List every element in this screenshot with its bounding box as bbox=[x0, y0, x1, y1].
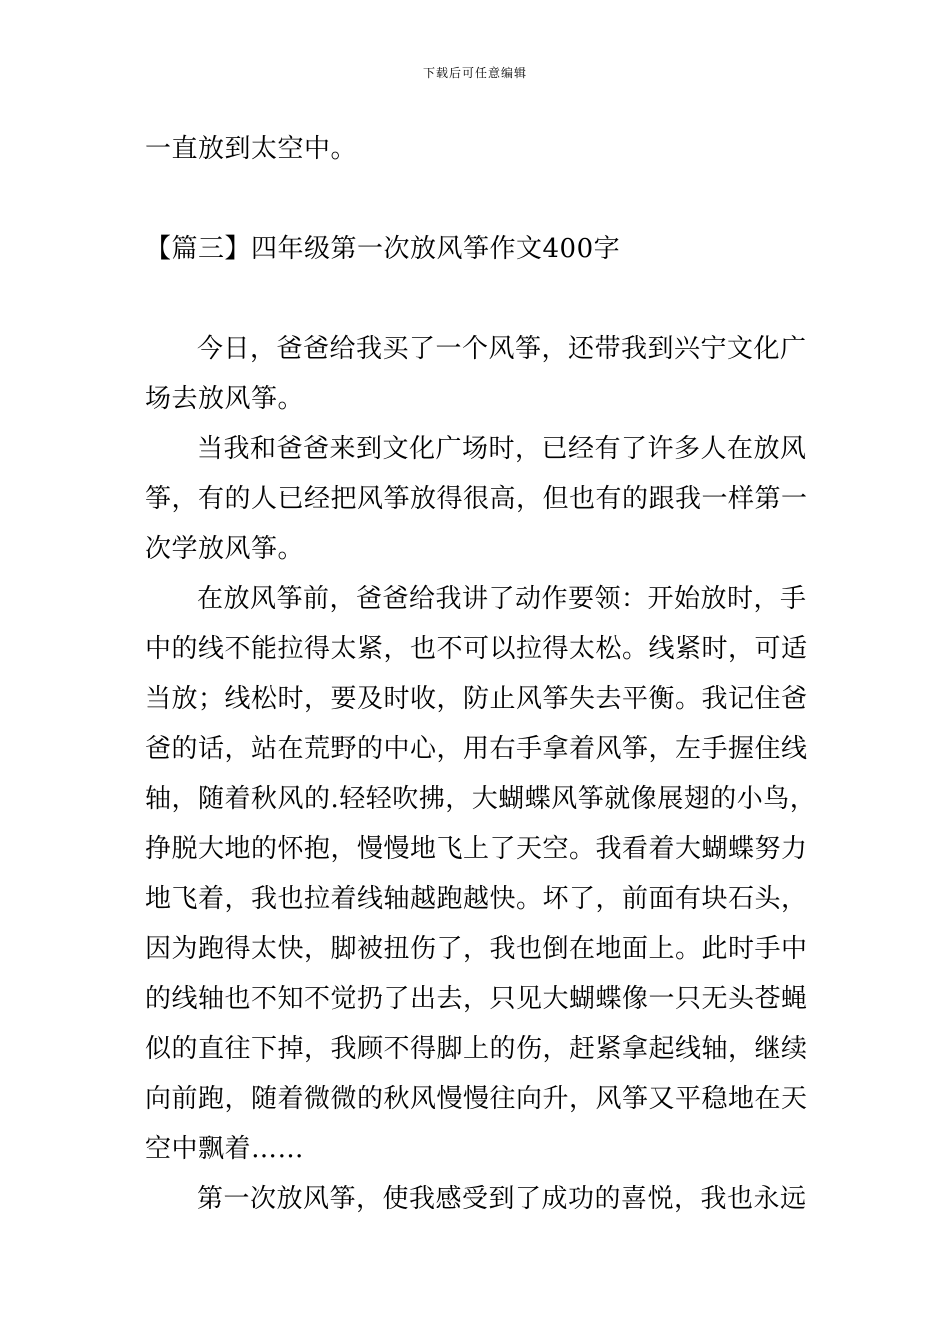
paragraph bbox=[145, 1174, 809, 1224]
paragraph-line: 在放风筝前，爸爸给我讲了动作要领：开始放时，手 bbox=[197, 584, 807, 614]
paragraph bbox=[145, 324, 809, 424]
document-body bbox=[145, 124, 817, 1224]
paragraph-line: 爸的话，站在荒野的中心，用右手拿着风筝，左手握住线 bbox=[145, 734, 808, 764]
paragraph-line: 第一次放风筝，使我感受到了成功的喜悦，我也永远 bbox=[197, 1184, 807, 1214]
paragraph-line: 今日，爸爸给我买了一个风筝，还带我到兴宁文化广 bbox=[197, 334, 807, 364]
paragraph-line: 的线轴也不知不觉扔了出去，只见大蝴蝶像一只无头苍蝇 bbox=[145, 984, 808, 1014]
page-header: 下载后可任意编辑 bbox=[422, 66, 527, 80]
paragraph bbox=[145, 424, 809, 574]
paragraph-line: 地飞着，我也拉着线轴越跑越快。坏了，前面有块石头， bbox=[145, 884, 808, 914]
paragraph-line: 当放；线松时，要及时收，防止风筝失去平衡。我记住爸 bbox=[145, 684, 808, 714]
paragraph-line: 挣脱大地的怀抱，慢慢地飞上了天空。我看着大蝴蝶努力 bbox=[145, 834, 808, 864]
paragraph-line: 向前跑，随着微微的秋风慢慢往向升，风筝又平稳地在天 bbox=[145, 1084, 808, 1114]
paragraph-line: 场去放风筝。 bbox=[145, 384, 305, 414]
paragraph-line: 筝，有的人已经把风筝放得很高，但也有的跟我一样第一 bbox=[145, 484, 808, 514]
paragraph bbox=[145, 574, 817, 1174]
paragraph-line: 当我和爸爸来到文化广场时，已经有了许多人在放风 bbox=[197, 434, 807, 464]
essay-paragraphs bbox=[145, 324, 817, 1224]
section-title: 【篇三】四年级第一次放风筝作文400字 bbox=[145, 234, 621, 264]
paragraph-line: 轴，随着秋风的.轻轻吹拂，大蝴蝶风筝就像展翅的小鸟， bbox=[145, 784, 817, 814]
continuation-line: 一直放到太空中。 bbox=[145, 134, 358, 164]
paragraph-line: 次学放风筝。 bbox=[145, 534, 305, 564]
paragraph-line: 似的直往下掉，我顾不得脚上的伤，赶紧拿起线轴，继续 bbox=[145, 1034, 808, 1064]
paragraph-line: 因为跑得太快，脚被扭伤了，我也倒在地面上。此时手中 bbox=[145, 934, 808, 964]
paragraph-line: 中的线不能拉得太紧，也不可以拉得太松。线紧时，可适 bbox=[145, 634, 808, 664]
paragraph-line: 空中飘着…… bbox=[145, 1134, 305, 1164]
